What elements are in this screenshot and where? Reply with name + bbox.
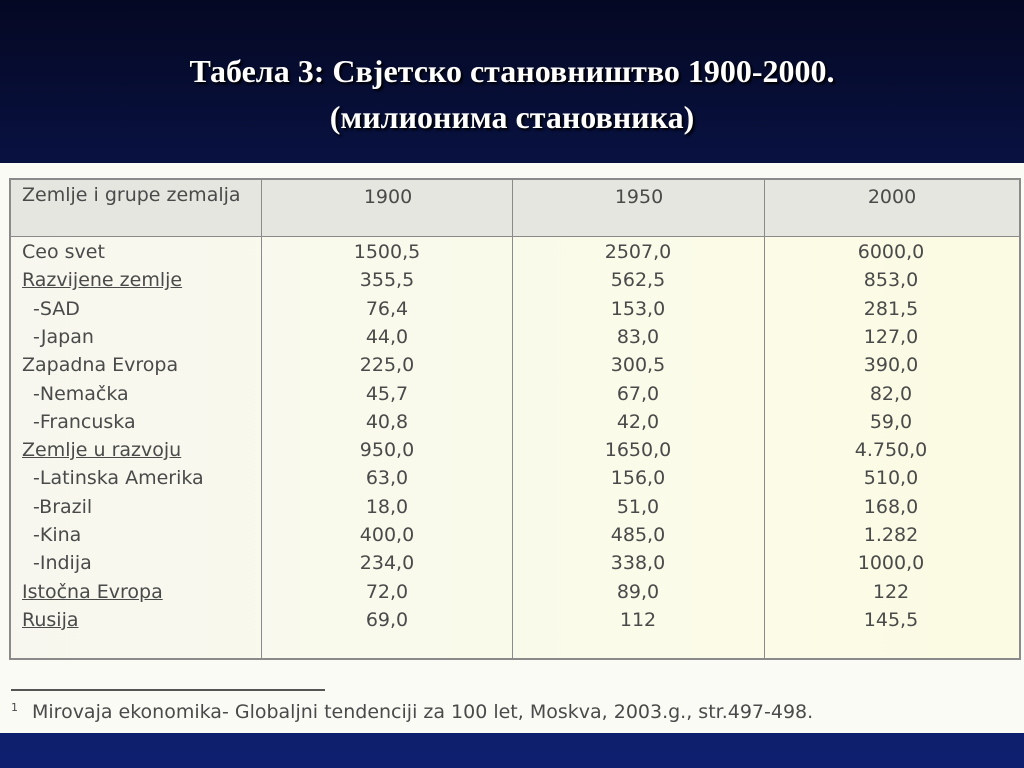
value-1900: 69,0 (365, 608, 409, 631)
value-2000: 853,0 (863, 269, 919, 292)
footnote-rule (11, 689, 325, 691)
row-label: Zapadna Evropa (22, 354, 179, 377)
value-2000: 82,0 (869, 382, 913, 405)
row-label: Rusija (22, 608, 79, 631)
table-row (11, 606, 1019, 634)
row-label: Istočna Evropa (22, 580, 163, 603)
value-1900: 63,0 (365, 467, 409, 490)
value-1950: 83,0 (616, 325, 660, 348)
value-1950: 338,0 (610, 552, 666, 575)
value-1900: 234,0 (359, 552, 415, 575)
value-1950: 156,0 (610, 467, 666, 490)
row-label: -Nemačka (33, 382, 129, 405)
value-2000: 1000,0 (857, 552, 925, 575)
table-row (11, 408, 1019, 436)
value-2000: 281,5 (863, 297, 919, 320)
header-year-1900: 1900 (363, 186, 413, 208)
row-label: -Latinska Amerika (33, 467, 204, 490)
slide-title-line-1: Табела 3: Свјетско становништво 1900-2000. (189, 53, 835, 89)
table-row (11, 295, 1019, 323)
table-row (11, 323, 1019, 351)
row-label: -Indija (33, 552, 92, 575)
table-row (11, 464, 1019, 492)
value-1900: 72,0 (365, 580, 409, 603)
row-label: Zemlje u razvoju (22, 439, 182, 462)
value-1900: 400,0 (359, 524, 415, 546)
value-2000: 390,0 (863, 354, 919, 377)
population-table (9, 178, 1021, 660)
value-1950: 562,5 (610, 269, 666, 292)
value-1900: 18,0 (365, 495, 409, 518)
value-1950: 485,0 (610, 524, 666, 546)
value-1900: 950,0 (359, 439, 415, 462)
value-2000: 1.282 (863, 524, 919, 546)
header-year-2000: 2000 (867, 186, 917, 208)
table-row (11, 351, 1019, 379)
footnote-marker: 1 (11, 701, 18, 714)
value-2000: 59,0 (869, 410, 913, 433)
table-row (11, 578, 1019, 606)
table-row (11, 493, 1019, 521)
header-countries-label: Zemlje i grupe zemalja (22, 184, 241, 206)
value-1900: 225,0 (359, 354, 415, 377)
row-label: -SAD (33, 297, 80, 320)
slide-title (0, 48, 1024, 140)
value-1950: 300,5 (610, 354, 666, 377)
value-1900: 45,7 (365, 382, 409, 405)
value-1950: 112 (619, 608, 657, 631)
value-2000: 510,0 (863, 467, 919, 490)
value-1900: 76,4 (365, 297, 409, 320)
row-label: Ceo svet (22, 241, 105, 263)
row-label: -Brazil (33, 495, 93, 518)
table-row (11, 549, 1019, 577)
table-row (11, 436, 1019, 464)
value-1900: 44,0 (365, 325, 409, 348)
value-1900: 1500,5 (353, 241, 421, 263)
value-2000: 122 (872, 580, 910, 603)
table-row (11, 521, 1019, 549)
table-row (11, 266, 1019, 294)
value-1950: 1650,0 (604, 439, 672, 462)
scanned-table-image (0, 163, 1024, 733)
row-label: -Francuska (33, 410, 136, 433)
value-1950: 51,0 (616, 495, 660, 518)
table-row (11, 380, 1019, 408)
value-2000: 145,5 (863, 608, 919, 631)
value-1900: 40,8 (365, 410, 409, 433)
value-2000: 6000,0 (857, 241, 925, 263)
row-label: -Japan (33, 325, 94, 348)
value-1950: 2507,0 (604, 241, 672, 263)
value-1950: 153,0 (610, 297, 666, 320)
value-2000: 127,0 (863, 325, 919, 348)
footnote (11, 701, 813, 723)
value-1950: 67,0 (616, 382, 660, 405)
value-1950: 89,0 (616, 580, 660, 603)
value-2000: 168,0 (863, 495, 919, 518)
slide-title-line-2: (милионима становника) (329, 99, 695, 135)
row-label: -Kina (33, 524, 82, 546)
value-1950: 42,0 (616, 410, 660, 433)
value-2000: 4.750,0 (854, 439, 928, 462)
row-label: Razvijene zemlje (22, 269, 183, 292)
value-1900: 355,5 (359, 269, 415, 292)
table-row (11, 238, 1019, 266)
header-year-1950: 1950 (614, 186, 664, 208)
footnote-text: Mirovaja ekonomika- Globaljni tendenciji za 100 let, Moskva, 2003.g., str.497-498. (32, 701, 814, 723)
